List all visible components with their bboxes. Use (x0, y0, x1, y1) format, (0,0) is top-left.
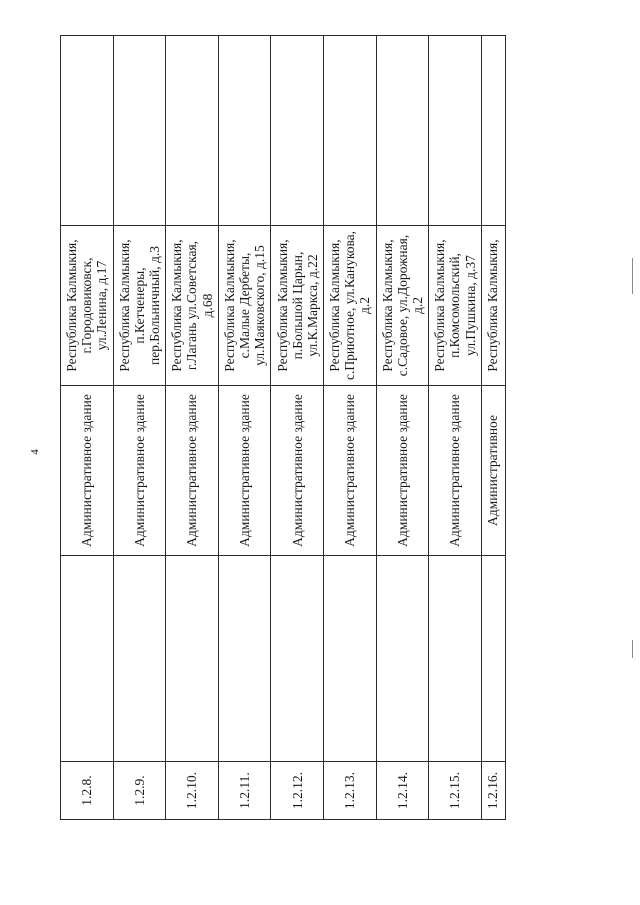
row-number: 1.2.12. (271, 762, 324, 820)
building-address: Республика Калмыкия, (481, 226, 505, 386)
table-row (113, 36, 166, 820)
building-type: Административное здание (429, 386, 482, 556)
row-number: 1.2.10. (166, 762, 219, 820)
blank-cell (61, 556, 114, 762)
property-table (60, 35, 506, 820)
building-address: Республика Калмыкия, г.Городовиковск, ул.Ленина, д.17 (61, 226, 114, 386)
blank-cell (271, 36, 324, 226)
blank-cell (271, 556, 324, 762)
blank-cell (429, 556, 482, 762)
building-address: Республика Калмыкия, г.Лагань ул.Советская, д.68 (166, 226, 219, 386)
blank-cell (481, 36, 505, 226)
row-number: 1.2.11. (218, 762, 271, 820)
row-number: 1.2.16. (481, 762, 505, 820)
blank-cell (113, 36, 166, 226)
blank-cell (113, 556, 166, 762)
building-address: Республика Калмыкия, с.Малые Дербеты, ул.Маяковского, д.15 (218, 226, 271, 386)
building-type: Административное здание (218, 386, 271, 556)
building-address: Республика Калмыкия, п.Большой Царын, ул.К.Маркса, д.22 (271, 226, 324, 386)
building-type: Административное здание (376, 386, 429, 556)
blank-cell (61, 36, 114, 226)
scan-edge-mark (632, 640, 633, 658)
building-address: Республика Калмыкия, п.Комсомольский, ул.Пушкина, д.37 (429, 226, 482, 386)
blank-cell (218, 556, 271, 762)
building-type: Административное здание (271, 386, 324, 556)
row-number: 1.2.8. (61, 762, 114, 820)
table-row (481, 36, 505, 820)
table-row (61, 36, 114, 820)
building-type: Административное здание (166, 386, 219, 556)
rotated-table-wrapper (60, 36, 572, 820)
table-row (218, 36, 271, 820)
building-type: Административное здание (323, 386, 376, 556)
blank-cell (166, 36, 219, 226)
row-number: 1.2.14. (376, 762, 429, 820)
building-address: Республика Калмыкия, с.Приютное, ул.Канукова, д.2 (323, 226, 376, 386)
row-number: 1.2.13. (323, 762, 376, 820)
page-number: 4 (28, 449, 41, 455)
table-row (166, 36, 219, 820)
table-row (323, 36, 376, 820)
table-row (376, 36, 429, 820)
blank-cell (323, 556, 376, 762)
table-row (271, 36, 324, 820)
building-address: Республика Калмыкия, п.Кетченеры, пер.Больничный, д.3 (113, 226, 166, 386)
table-container (60, 36, 572, 820)
blank-cell (481, 556, 505, 762)
scan-edge-mark (632, 258, 633, 294)
blank-cell (376, 556, 429, 762)
building-type: Административное (481, 386, 505, 556)
blank-cell (376, 36, 429, 226)
row-number: 1.2.15. (429, 762, 482, 820)
building-address: Республика Калмыкия, с.Садовое, ул.Дорожная, д.2 (376, 226, 429, 386)
blank-cell (323, 36, 376, 226)
building-type: Административное здание (113, 386, 166, 556)
building-type: Административное здание (61, 386, 114, 556)
row-number: 1.2.9. (113, 762, 166, 820)
blank-cell (218, 36, 271, 226)
blank-cell (429, 36, 482, 226)
table-row (429, 36, 482, 820)
blank-cell (166, 556, 219, 762)
